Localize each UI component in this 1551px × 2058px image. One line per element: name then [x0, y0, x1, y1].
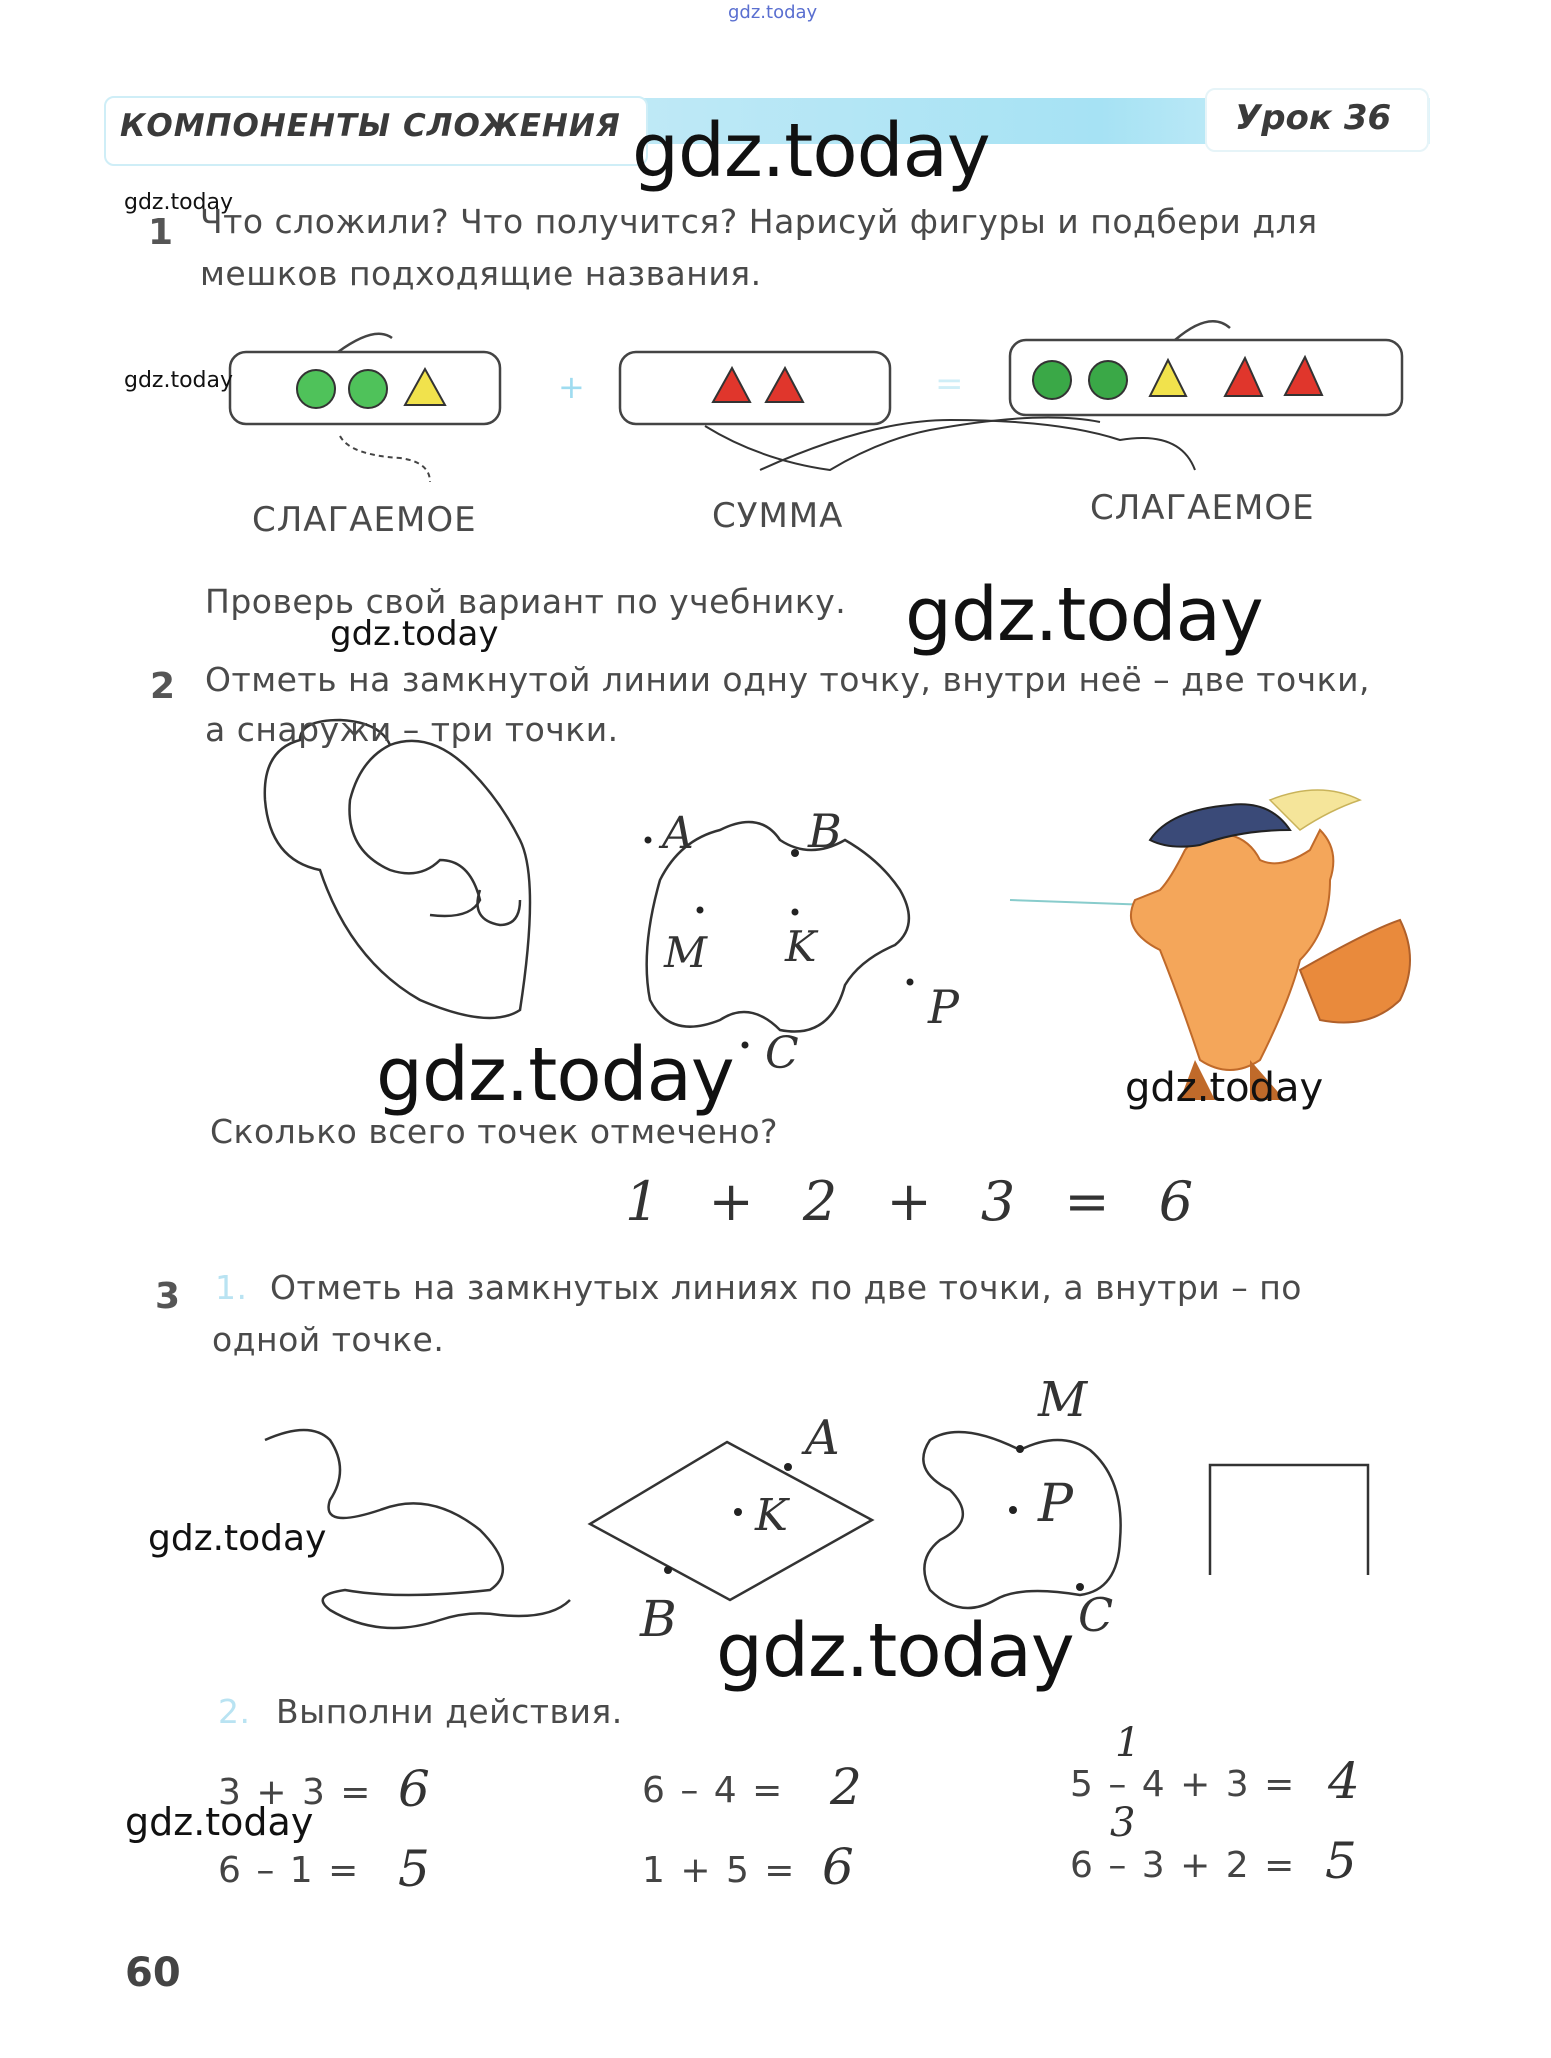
- open-rectangle: [1210, 1465, 1368, 1575]
- exercise-expr: 3 + 3 =: [218, 1772, 373, 1813]
- watermark: gdz.today: [632, 108, 990, 194]
- exercise-expr: 5 – 4 + 3 =: [1070, 1764, 1297, 1805]
- green-circle: [1033, 361, 1071, 399]
- label-addend-2: СЛАГАЕМОЕ: [1090, 488, 1315, 528]
- svg-text:=: =: [935, 364, 964, 404]
- exercise-answer: 4: [1328, 1752, 1360, 1810]
- watermark: gdz.today: [148, 1518, 327, 1559]
- point-label-c2: C: [1078, 1588, 1114, 1642]
- task3-sub1-marker: 1.: [215, 1268, 248, 1307]
- task3-sub2-marker: 2.: [218, 1692, 251, 1731]
- yellow-triangle: [405, 369, 445, 405]
- task1-check-text: Проверь свой вариант по учебнику.: [205, 582, 847, 621]
- task3-text-line2: одной точке.: [212, 1320, 445, 1359]
- svg-text:+: +: [558, 368, 585, 406]
- red-triangle: [713, 368, 750, 402]
- point-label-k2: K: [755, 1490, 788, 1541]
- bag-3: [1010, 321, 1402, 415]
- task2-text-line1: Отметь на замкнутой линии одну точку, внутри неё – две точки,: [205, 660, 1371, 699]
- page-number: 60: [125, 1950, 181, 1996]
- task3-text-line1: Отметь на замкнутых линиях по две точки, а внутри – по: [270, 1268, 1302, 1307]
- point-label-c: C: [765, 1028, 799, 1079]
- task3-number: 3: [155, 1276, 181, 1317]
- exercise-answer: 2: [830, 1758, 862, 1816]
- watermark: gdz.today: [1125, 1065, 1324, 1111]
- watermark: gdz.today: [376, 1032, 734, 1118]
- green-circle: [349, 370, 387, 408]
- point-label-a2: A: [805, 1410, 840, 1466]
- exercise-expr: 6 – 3 + 2 =: [1070, 1845, 1297, 1886]
- green-circle: [1089, 361, 1127, 399]
- closed-curve-1: [265, 720, 530, 1018]
- red-triangle: [1225, 358, 1262, 396]
- task1-number: 1: [148, 212, 174, 253]
- red-triangle: [1285, 357, 1322, 395]
- yellow-triangle: [1150, 360, 1186, 396]
- task2-answer: 1 + 2 + 3 = 6: [625, 1170, 1210, 1233]
- task2-question: Сколько всего точек отмечено?: [210, 1112, 779, 1151]
- watermark: gdz.today: [124, 190, 234, 215]
- exercise-note: 1: [1115, 1720, 1141, 1766]
- point-label-p: P: [928, 980, 959, 1034]
- watermark: gdz.today: [716, 1608, 1074, 1694]
- red-triangle: [766, 368, 803, 402]
- blob-curve: [923, 1432, 1120, 1608]
- bag-2: [620, 352, 890, 424]
- watermark: gdz.today: [124, 368, 234, 393]
- label-addend-1: СЛАГАЕМОЕ: [252, 500, 477, 540]
- task2-number: 2: [150, 666, 176, 707]
- point-label-b2: B: [640, 1590, 677, 1648]
- point-label-k: K: [785, 922, 817, 971]
- lesson-number: Урок 36: [1235, 98, 1392, 138]
- task2-text-line2: а снаружи – три точки.: [205, 710, 619, 749]
- exercise-expr: 6 – 4 =: [642, 1770, 785, 1811]
- point-label-m2: M: [1038, 1372, 1088, 1428]
- watermark: gdz.today: [330, 614, 499, 654]
- exercise-expr: 6 – 1 =: [218, 1850, 361, 1891]
- exercise-note: 3: [1110, 1800, 1136, 1846]
- dashed-link: [340, 436, 430, 482]
- point-label-a: A: [662, 808, 694, 859]
- exercise-answer: 5: [1325, 1832, 1357, 1890]
- page-title: КОМПОНЕНТЫ СЛОЖЕНИЯ: [120, 108, 621, 144]
- exercise-expr: 1 + 5 =: [642, 1850, 797, 1891]
- exercise-answer: 5: [398, 1840, 430, 1898]
- puss-in-boots-illustration: [1010, 790, 1410, 1100]
- watermark: gdz.today: [125, 1800, 314, 1844]
- top-watermark: gdz.today: [728, 2, 818, 23]
- task1-text-line1: Что сложили? Что получится? Нарисуй фигуры и подбери для: [200, 202, 1318, 241]
- label-sum: СУММА: [712, 496, 844, 536]
- watermark: gdz.today: [905, 572, 1263, 658]
- exercise-answer: 6: [398, 1760, 430, 1818]
- green-circle: [297, 370, 335, 408]
- point-label-b: B: [808, 804, 842, 858]
- exercise-answer: 6: [822, 1838, 854, 1896]
- point-label-p2: P: [1038, 1474, 1073, 1534]
- task1-text-line2: мешков подходящие названия.: [200, 254, 762, 293]
- point-label-m: M: [664, 928, 708, 977]
- task3-sub2-text: Выполни действия.: [276, 1692, 623, 1731]
